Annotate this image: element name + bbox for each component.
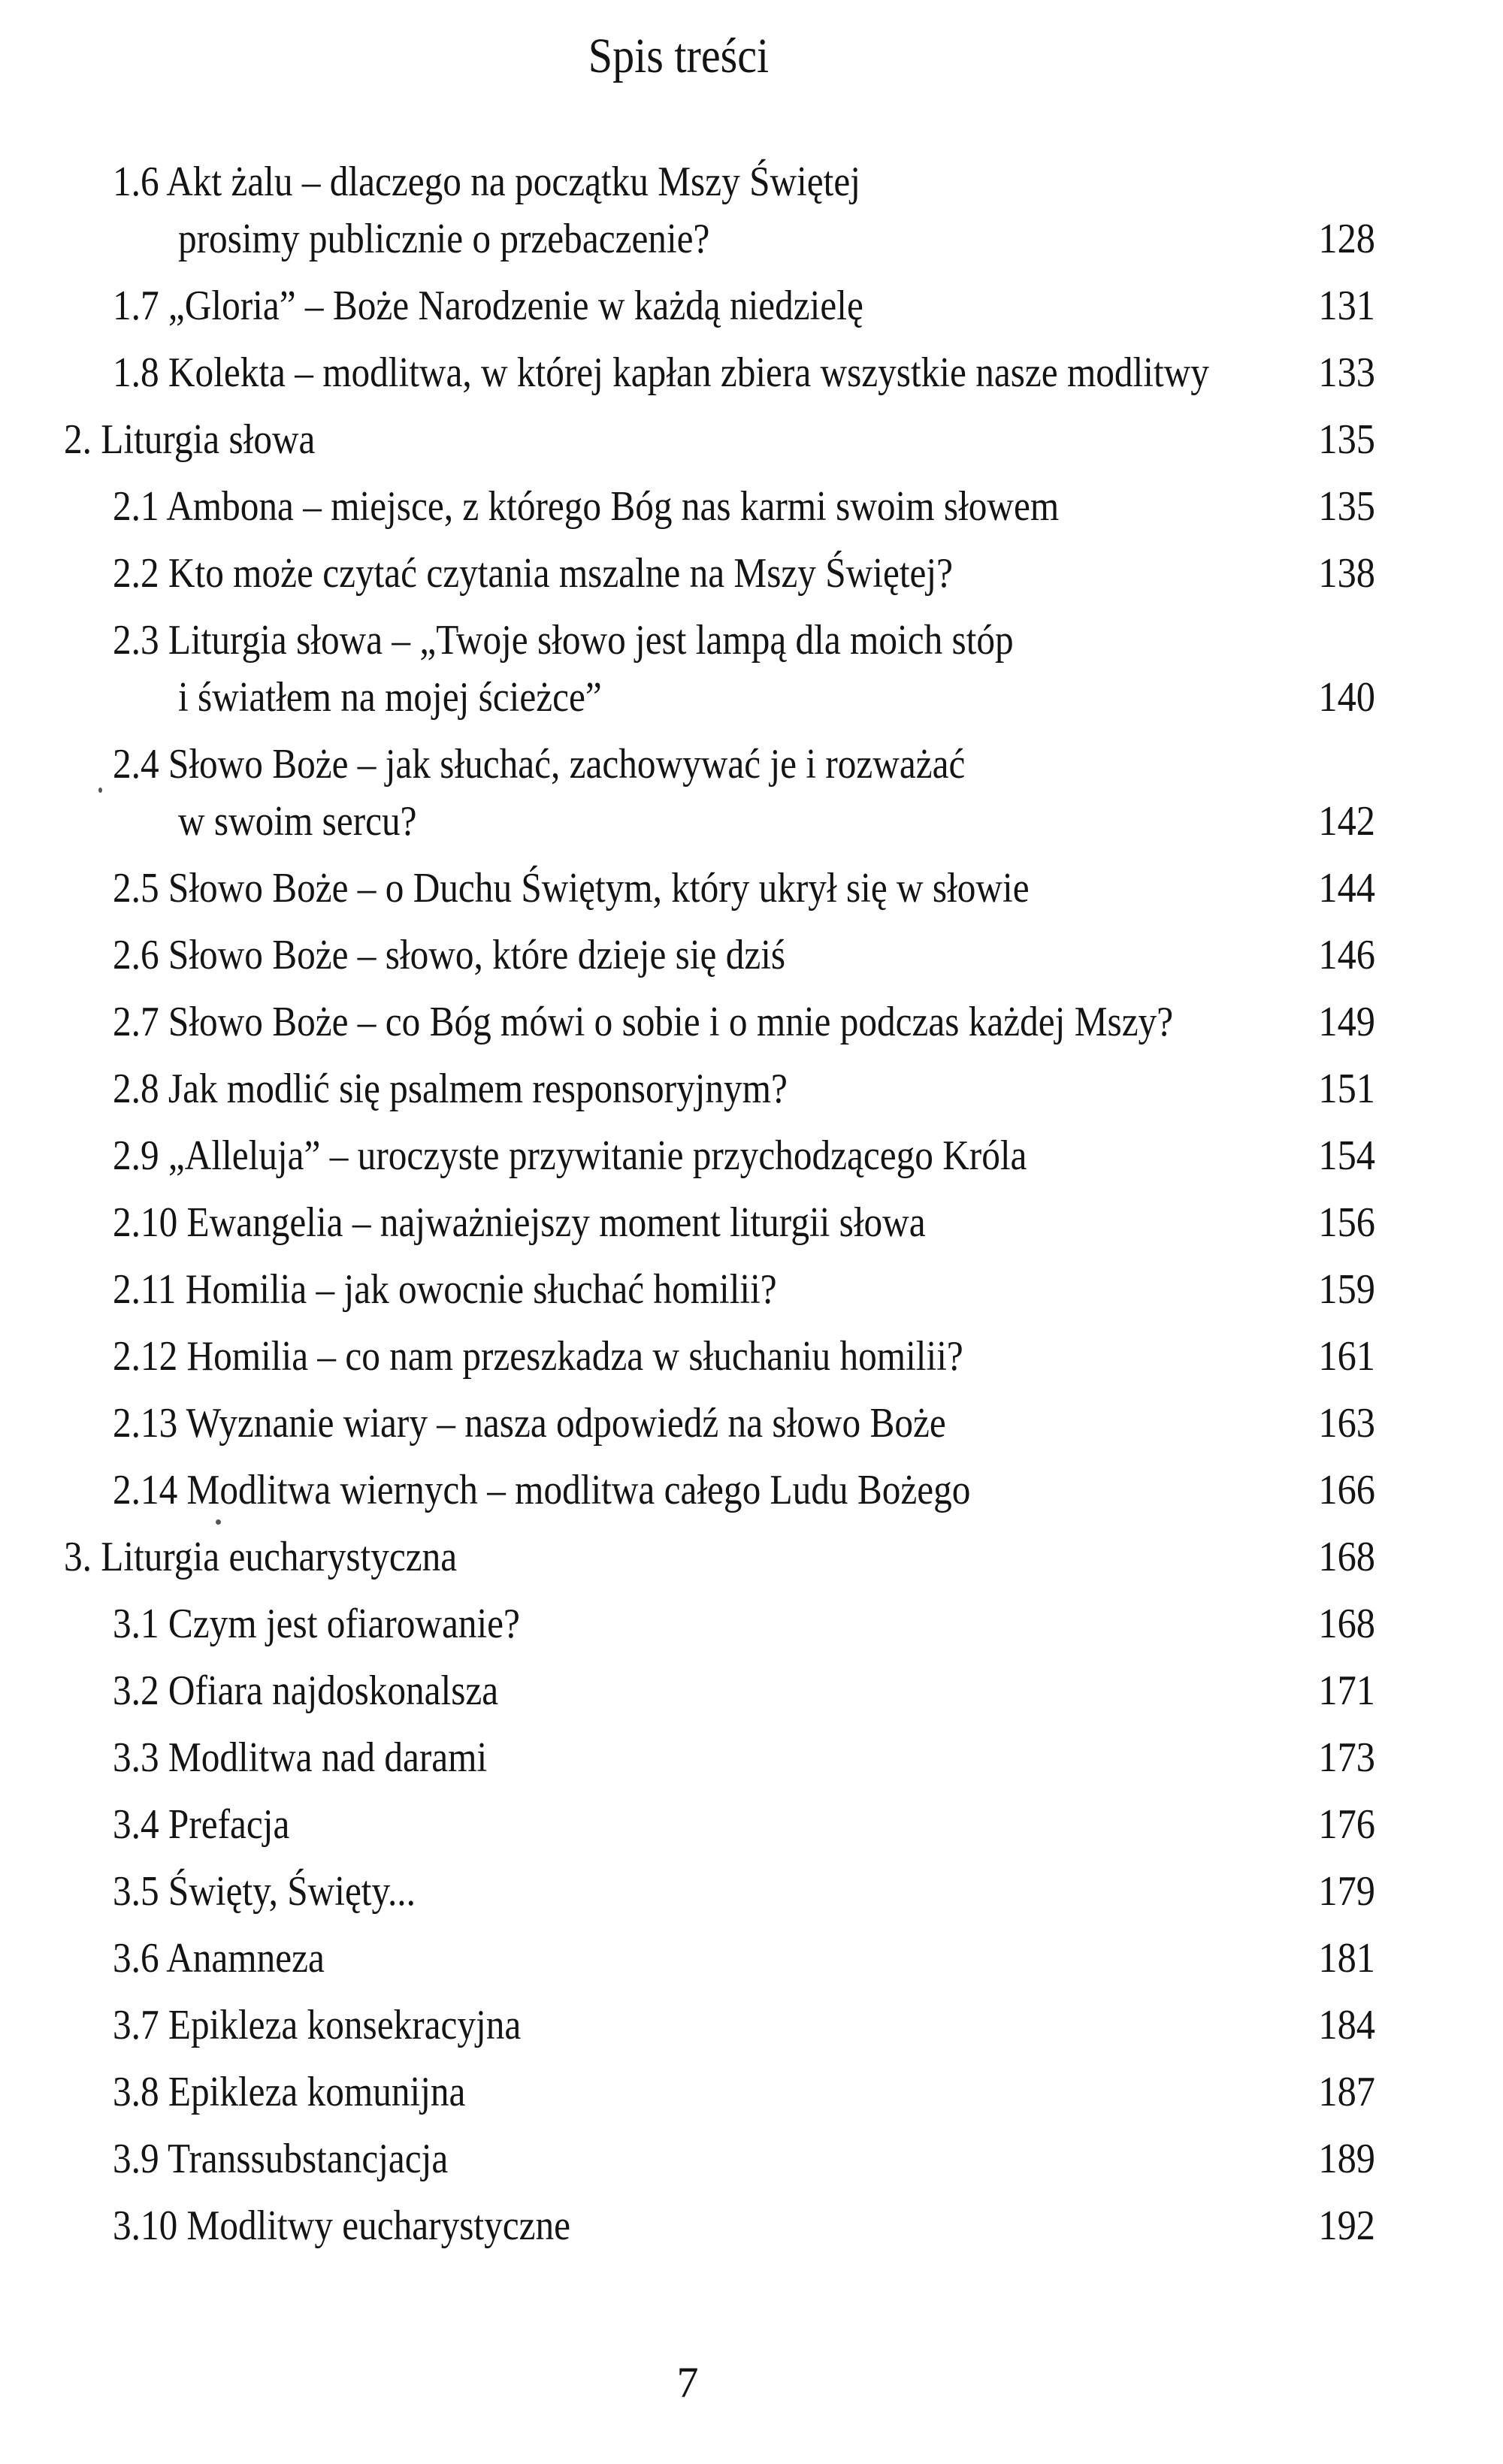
toc-entry-text: 2.13 Wyznanie wiary – nasza odpowiedź na słowo Boże [113, 1400, 946, 1447]
toc-entry-page-number: 189 [1318, 2136, 1375, 2182]
toc-row [0, 799, 1503, 859]
toc-row [0, 1066, 1503, 1126]
toc-entry-page-number: 192 [1318, 2202, 1375, 2249]
toc-row [0, 866, 1503, 926]
toc-entry-text: 2.10 Ewangelia – najważniejszy moment liturgii słowa [113, 1199, 926, 1246]
toc-entry-page-number: 156 [1318, 1199, 1375, 1246]
toc-entry-text: 3.7 Epikleza konsekracyjna [113, 2002, 522, 2048]
toc-entry-text: 3.3 Modlitwa nad darami [113, 1734, 488, 1781]
toc-row [0, 1936, 1503, 1996]
toc-row [0, 216, 1503, 277]
toc-entry-page-number: 163 [1318, 1400, 1375, 1447]
toc-row [0, 283, 1503, 343]
toc-entry-text: 3.8 Epikleza komunijna [113, 2069, 466, 2115]
toc-row [0, 1200, 1503, 1260]
toc-entry-page-number: 151 [1318, 1066, 1375, 1112]
toc-entry-text: 2. Liturgia słowa [64, 416, 316, 463]
toc-row [0, 1668, 1503, 1728]
toc-row [0, 159, 1503, 219]
toc-entry-page-number: 159 [1318, 1266, 1375, 1313]
toc-entry-continuation: i światłem na mojej ścieżce” [178, 674, 602, 721]
toc-entry-text: 2.12 Homilia – co nam przeszkadza w słuchaniu homilii? [113, 1333, 963, 1380]
toc-entry-page-number: 168 [1318, 1534, 1375, 1580]
toc-row [0, 1334, 1503, 1394]
toc-entry-continuation: w swoim sercu? [178, 798, 417, 845]
toc-entry-page-number: 176 [1318, 1801, 1375, 1848]
toc-row [0, 742, 1503, 802]
toc-entry-text: 1.8 Kolekta – modlitwa, w której kapłan zbiera wszystkie nasze modlitwy [113, 349, 1209, 396]
toc-row [0, 1802, 1503, 1862]
toc-row [0, 1869, 1503, 1929]
toc-row [0, 2069, 1503, 2130]
toc-entry-text: 2.11 Homilia – jak owocnie słuchać homilii? [113, 1266, 777, 1313]
toc-entry-page-number: 128 [1318, 216, 1375, 262]
toc-row [0, 1133, 1503, 1193]
toc-entry-page-number: 168 [1318, 1601, 1375, 1647]
toc-entry-page-number: 142 [1318, 798, 1375, 845]
toc-entry-page-number: 144 [1318, 865, 1375, 912]
toc-entry-page-number: 135 [1318, 483, 1375, 530]
toc-row [0, 1601, 1503, 1661]
toc-row [0, 999, 1503, 1060]
toc-entry-page-number: 184 [1318, 2002, 1375, 2048]
toc-row [0, 551, 1503, 611]
toc-row [0, 2136, 1503, 2196]
toc-entry-text: 3.10 Modlitwy eucharystyczne [113, 2202, 571, 2249]
toc-entry-page-number: 187 [1318, 2069, 1375, 2115]
toc-row [0, 1401, 1503, 1461]
toc-row [0, 675, 1503, 735]
toc-row [0, 618, 1503, 678]
toc-entry-page-number: 179 [1318, 1868, 1375, 1915]
toc-entry-text: 3.2 Ofiara najdoskonalsza [113, 1667, 499, 1714]
toc-entry-page-number: 166 [1318, 1467, 1375, 1513]
toc-entry-text: 3.4 Prefacja [113, 1801, 290, 1848]
toc-entry-page-number: 154 [1318, 1132, 1375, 1179]
toc-entry-page-number: 181 [1318, 1935, 1375, 1982]
toc-entry-page-number: 171 [1318, 1667, 1375, 1714]
toc-row [0, 1534, 1503, 1595]
toc-row [0, 484, 1503, 544]
toc-entry-text: 2.9 „Alleluja” – uroczyste przywitanie przychodzącego Króla [113, 1132, 1027, 1179]
toc-row [0, 1735, 1503, 1795]
toc-entry-page-number: 133 [1318, 349, 1375, 396]
toc-entry-page-number: 161 [1318, 1333, 1375, 1380]
toc-row [0, 1468, 1503, 1528]
toc-entry-page-number: 138 [1318, 550, 1375, 597]
footer-page-number: 7 [676, 2358, 699, 2407]
toc-entry-page-number: 173 [1318, 1734, 1375, 1781]
toc-entry-text: 2.14 Modlitwa wiernych – modlitwa całego Ludu Bożego [113, 1467, 971, 1513]
toc-entry-page-number: 131 [1318, 283, 1375, 329]
toc-row [0, 350, 1503, 410]
page-title: Spis treści [588, 29, 770, 83]
toc-entry-page-number: 135 [1318, 416, 1375, 463]
toc-entry-text: 2.3 Liturgia słowa – „Twoje słowo jest lampą dla moich stóp [113, 617, 1014, 664]
toc-row [0, 933, 1503, 993]
toc-entry-text: 2.1 Ambona – miejsce, z którego Bóg nas karmi swoim słowem [113, 483, 1060, 530]
toc-row [0, 417, 1503, 477]
toc-entry-text: 2.8 Jak modlić się psalmem responsoryjnym? [113, 1066, 788, 1112]
scan-speck [98, 788, 102, 793]
toc-row [0, 1267, 1503, 1327]
toc-entry-text: 1.7 „Gloria” – Boże Narodzenie w każdą niedzielę [113, 283, 863, 329]
toc-row [0, 2203, 1503, 2263]
toc-entry-continuation: prosimy publicznie o przebaczenie? [178, 216, 710, 262]
toc-entry-text: 3.1 Czym jest ofiarowanie? [113, 1601, 520, 1647]
toc-entry-text: 3.6 Anamneza [113, 1935, 325, 1982]
toc-row [0, 2003, 1503, 2063]
toc-entry-text: 1.6 Akt żalu – dlaczego na początku Mszy Świętej [113, 159, 860, 205]
toc-entry-text: 2.6 Słowo Boże – słowo, które dzieje się dziś [113, 932, 786, 978]
toc-entry-page-number: 146 [1318, 932, 1375, 978]
toc-entry-text: 3.5 Święty, Święty... [113, 1868, 416, 1915]
toc-entry-text: 3.9 Transsubstancjacja [113, 2136, 449, 2182]
scan-speck [216, 1519, 221, 1525]
toc-entry-page-number: 149 [1318, 999, 1375, 1045]
toc-entry-text: 2.4 Słowo Boże – jak słuchać, zachowywać je i rozważać [113, 741, 966, 788]
toc-entry-page-number: 140 [1318, 674, 1375, 721]
toc-entry-text: 2.2 Kto może czytać czytania mszalne na Mszy Świętej? [113, 550, 953, 597]
toc-entry-text: 2.7 Słowo Boże – co Bóg mówi o sobie i o mnie podczas każdej Mszy? [113, 999, 1174, 1045]
toc-entry-text: 3. Liturgia eucharystyczna [64, 1534, 458, 1580]
toc-entry-text: 2.5 Słowo Boże – o Duchu Świętym, który ukrył się w słowie [113, 865, 1030, 912]
